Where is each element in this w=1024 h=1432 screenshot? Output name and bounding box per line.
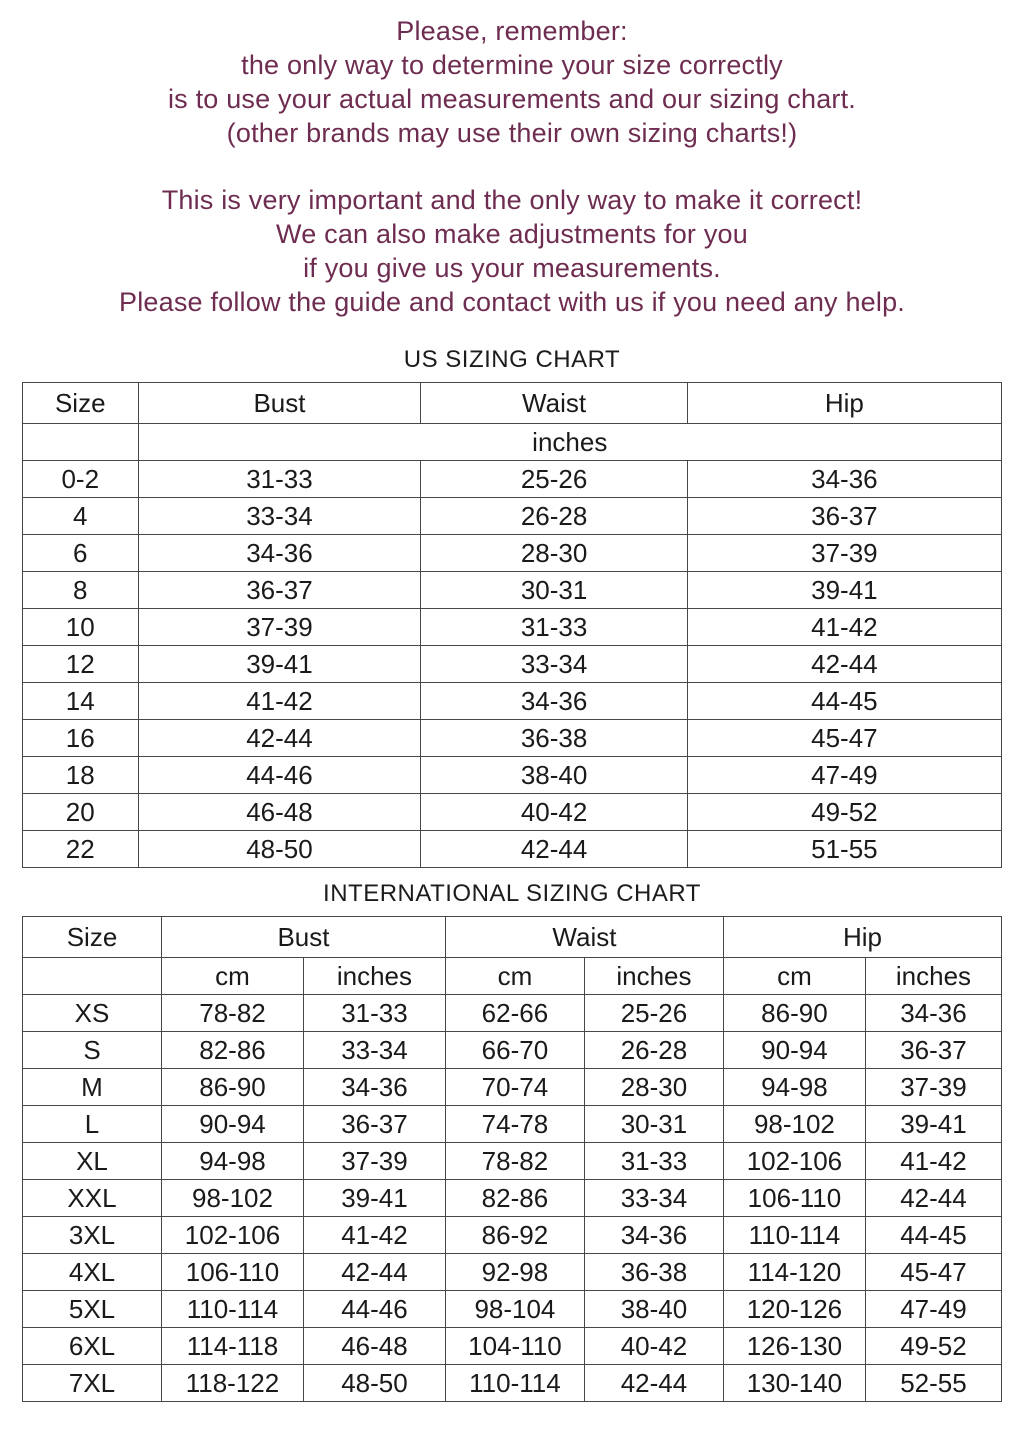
column-header-waist: Waist — [445, 917, 723, 958]
intro-line: (other brands may use their own sizing charts!) — [226, 118, 798, 148]
table-cell: 39-41 — [687, 572, 1001, 609]
table-cell: 33-34 — [138, 498, 421, 535]
table-cell: 86-90 — [162, 1069, 304, 1106]
table-cell: 37-39 — [138, 609, 421, 646]
table-cell: 31-33 — [584, 1143, 723, 1180]
table-cell: 92-98 — [445, 1254, 584, 1291]
table-cell: 41-42 — [687, 609, 1001, 646]
table-cell: 36-37 — [687, 498, 1001, 535]
table-cell: 62-66 — [445, 995, 584, 1032]
intro-line: This is very important and the only way to make it correct! — [161, 185, 863, 215]
table-cell: 3XL — [23, 1217, 162, 1254]
table-row — [23, 535, 1002, 572]
intl-chart-title: INTERNATIONAL SIZING CHART — [323, 880, 701, 907]
table-cell: 37-39 — [687, 535, 1001, 572]
unit-label-cm: cm — [445, 958, 584, 995]
table-cell: 86-92 — [445, 1217, 584, 1254]
table-cell: 47-49 — [687, 757, 1001, 794]
table-cell: 82-86 — [445, 1180, 584, 1217]
table-cell: 28-30 — [584, 1069, 723, 1106]
empty-cell — [23, 424, 139, 461]
table-cell: 36-37 — [865, 1032, 1001, 1069]
table-row — [23, 1143, 1002, 1180]
table-cell: 12 — [23, 646, 139, 683]
table-row — [23, 1291, 1002, 1328]
intro-line: Please, remember: — [396, 16, 628, 46]
table-cell: 31-33 — [138, 461, 421, 498]
intro-line: is to use your actual measurements and our sizing chart. — [167, 84, 857, 114]
table-cell: M — [23, 1069, 162, 1106]
table-cell: 82-86 — [162, 1032, 304, 1069]
table-cell: XXL — [23, 1180, 162, 1217]
table-cell: 42-44 — [584, 1365, 723, 1402]
table-cell: 6XL — [23, 1328, 162, 1365]
table-cell: 106-110 — [723, 1180, 865, 1217]
table-cell: 38-40 — [584, 1291, 723, 1328]
table-cell: 28-30 — [421, 535, 687, 572]
table-cell: 34-36 — [687, 461, 1001, 498]
table-cell: 36-38 — [584, 1254, 723, 1291]
table-cell: 90-94 — [723, 1032, 865, 1069]
table-row — [23, 609, 1002, 646]
table-cell: 45-47 — [865, 1254, 1001, 1291]
table-cell: XL — [23, 1143, 162, 1180]
table-row — [23, 1217, 1002, 1254]
column-header-size: Size — [23, 917, 162, 958]
table-cell: 44-45 — [865, 1217, 1001, 1254]
table-cell: 40-42 — [421, 794, 687, 831]
table-cell: 120-126 — [723, 1291, 865, 1328]
table-cell: 52-55 — [865, 1365, 1001, 1402]
table-cell: 70-74 — [445, 1069, 584, 1106]
table-cell: 41-42 — [303, 1217, 445, 1254]
table-cell: 42-44 — [421, 831, 687, 868]
table-cell: S — [23, 1032, 162, 1069]
table-cell: 10 — [23, 609, 139, 646]
table-cell: 94-98 — [723, 1069, 865, 1106]
column-header-waist: Waist — [421, 383, 687, 424]
table-cell: 0-2 — [23, 461, 139, 498]
table-cell: 31-33 — [421, 609, 687, 646]
table-row — [23, 995, 1002, 1032]
table-cell: 33-34 — [421, 646, 687, 683]
table-cell: 94-98 — [162, 1143, 304, 1180]
international-sizing-table — [22, 916, 1002, 1402]
table-cell: 98-102 — [723, 1106, 865, 1143]
table-row — [23, 683, 1002, 720]
table-cell: 114-120 — [723, 1254, 865, 1291]
table-cell: 48-50 — [303, 1365, 445, 1402]
table-cell: 30-31 — [421, 572, 687, 609]
table-row — [23, 498, 1002, 535]
table-cell: 37-39 — [865, 1069, 1001, 1106]
table-row — [23, 831, 1002, 868]
intro-line: the only way to determine your size correctly — [241, 50, 783, 80]
table-cell: 39-41 — [303, 1180, 445, 1217]
table-cell: 49-52 — [865, 1328, 1001, 1365]
table-cell: 44-46 — [138, 757, 421, 794]
table-cell: 34-36 — [138, 535, 421, 572]
table-row — [23, 1180, 1002, 1217]
table-cell: 48-50 — [138, 831, 421, 868]
table-cell: 25-26 — [421, 461, 687, 498]
table-cell: 86-90 — [723, 995, 865, 1032]
table-cell: 102-106 — [723, 1143, 865, 1180]
table-cell: 36-37 — [138, 572, 421, 609]
table-cell: 33-34 — [584, 1180, 723, 1217]
table-header-row — [23, 383, 1002, 424]
unit-label-inches: inches — [865, 958, 1001, 995]
column-header-hip: Hip — [687, 383, 1001, 424]
table-cell: 33-34 — [303, 1032, 445, 1069]
table-row — [23, 461, 1002, 498]
table-cell: 4XL — [23, 1254, 162, 1291]
table-cell: 37-39 — [303, 1143, 445, 1180]
table-cell: 34-36 — [865, 995, 1001, 1032]
column-header-hip: Hip — [723, 917, 1001, 958]
table-cell: 44-46 — [303, 1291, 445, 1328]
table-cell: 16 — [23, 720, 139, 757]
table-cell: 26-28 — [584, 1032, 723, 1069]
table-header-row — [23, 917, 1002, 958]
table-cell: 110-114 — [162, 1291, 304, 1328]
intro-line: if you give us your measurements. — [303, 253, 721, 283]
table-cell: 106-110 — [162, 1254, 304, 1291]
column-header-bust: Bust — [162, 917, 446, 958]
table-cell: 114-118 — [162, 1328, 304, 1365]
table-cell: 46-48 — [138, 794, 421, 831]
table-row — [23, 794, 1002, 831]
intro-text — [0, 14, 1024, 319]
table-cell: 98-102 — [162, 1180, 304, 1217]
unit-label-cm: cm — [723, 958, 865, 995]
us-chart-title: US SIZING CHART — [403, 346, 621, 373]
table-cell: 46-48 — [303, 1328, 445, 1365]
table-row — [23, 1032, 1002, 1069]
table-cell: 42-44 — [303, 1254, 445, 1291]
table-cell: 31-33 — [303, 995, 445, 1032]
table-cell: 130-140 — [723, 1365, 865, 1402]
table-cell: 118-122 — [162, 1365, 304, 1402]
table-cell: 25-26 — [584, 995, 723, 1032]
table-cell: 30-31 — [584, 1106, 723, 1143]
intro-line: Please follow the guide and contact with us if you need any help. — [118, 287, 905, 317]
table-cell: 42-44 — [865, 1180, 1001, 1217]
intro-note — [0, 183, 1024, 319]
unit-label: inches — [138, 424, 1001, 461]
table-row — [23, 646, 1002, 683]
table-cell: 49-52 — [687, 794, 1001, 831]
table-cell: 110-114 — [445, 1365, 584, 1402]
table-cell: 8 — [23, 572, 139, 609]
table-cell: 78-82 — [162, 995, 304, 1032]
table-cell: 36-37 — [303, 1106, 445, 1143]
empty-cell — [23, 958, 162, 995]
table-cell: 26-28 — [421, 498, 687, 535]
table-cell: 41-42 — [865, 1143, 1001, 1180]
table-cell: 38-40 — [421, 757, 687, 794]
column-header-size: Size — [23, 383, 139, 424]
table-cell: 6 — [23, 535, 139, 572]
table-cell: 39-41 — [138, 646, 421, 683]
table-cell: 42-44 — [138, 720, 421, 757]
table-row — [23, 757, 1002, 794]
table-cell: 34-36 — [584, 1217, 723, 1254]
table-cell: 40-42 — [584, 1328, 723, 1365]
table-cell: 20 — [23, 794, 139, 831]
table-cell: 102-106 — [162, 1217, 304, 1254]
table-cell: 7XL — [23, 1365, 162, 1402]
table-cell: 126-130 — [723, 1328, 865, 1365]
unit-label-inches: inches — [303, 958, 445, 995]
table-cell: 45-47 — [687, 720, 1001, 757]
table-cell: 34-36 — [421, 683, 687, 720]
intro-line: We can also make adjustments for you — [276, 219, 748, 249]
table-cell: 5XL — [23, 1291, 162, 1328]
table-row — [23, 720, 1002, 757]
table-cell: 42-44 — [687, 646, 1001, 683]
table-cell: 110-114 — [723, 1217, 865, 1254]
table-row — [23, 572, 1002, 609]
table-cell: L — [23, 1106, 162, 1143]
table-cell: 90-94 — [162, 1106, 304, 1143]
table-cell: 98-104 — [445, 1291, 584, 1328]
table-cell: 4 — [23, 498, 139, 535]
table-row — [23, 1328, 1002, 1365]
table-cell: 39-41 — [865, 1106, 1001, 1143]
table-cell: 44-45 — [687, 683, 1001, 720]
table-cell: 66-70 — [445, 1032, 584, 1069]
table-cell: 51-55 — [687, 831, 1001, 868]
table-row — [23, 1365, 1002, 1402]
table-row — [23, 1254, 1002, 1291]
table-cell: 34-36 — [303, 1069, 445, 1106]
column-header-bust: Bust — [138, 383, 421, 424]
table-cell: 36-38 — [421, 720, 687, 757]
table-cell: 14 — [23, 683, 139, 720]
table-cell: 104-110 — [445, 1328, 584, 1365]
table-row — [23, 1106, 1002, 1143]
us-sizing-table — [22, 382, 1002, 868]
table-cell: 18 — [23, 757, 139, 794]
table-cell: 74-78 — [445, 1106, 584, 1143]
unit-row — [23, 424, 1002, 461]
unit-row — [23, 958, 1002, 995]
unit-label-inches: inches — [584, 958, 723, 995]
table-cell: 41-42 — [138, 683, 421, 720]
table-row — [23, 1069, 1002, 1106]
table-cell: 22 — [23, 831, 139, 868]
table-cell: XS — [23, 995, 162, 1032]
table-cell: 78-82 — [445, 1143, 584, 1180]
table-cell: 47-49 — [865, 1291, 1001, 1328]
unit-label-cm: cm — [162, 958, 304, 995]
